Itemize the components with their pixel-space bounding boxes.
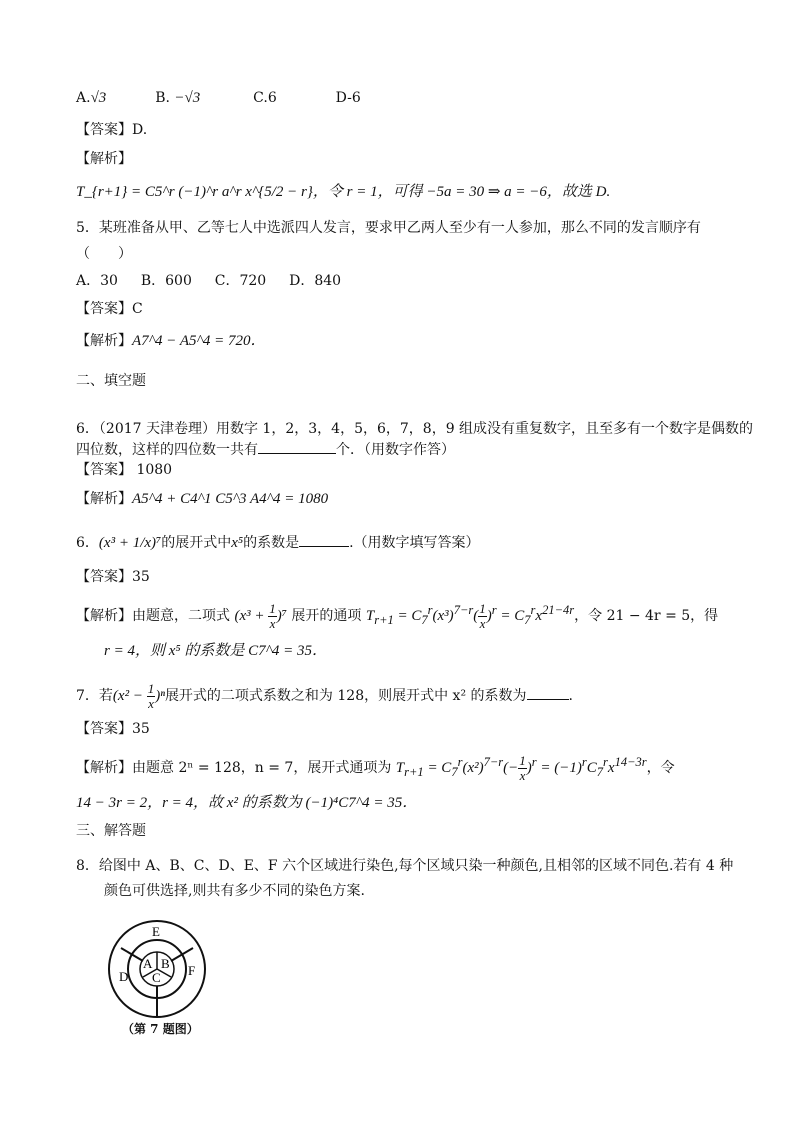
q6a-stem-line2 — [76, 439, 455, 460]
q7-number: 7．若 — [76, 687, 113, 704]
analysis-label: 【解析】 — [76, 608, 132, 624]
analysis-label: 【解析】 — [76, 491, 132, 507]
figure-caption: （第 7 题图） — [122, 1022, 199, 1036]
q6b-analysis-line1 — [76, 600, 718, 631]
answer-value: 35 — [132, 721, 150, 737]
region-label-b: B — [161, 956, 170, 971]
q5-options — [76, 271, 341, 291]
q7-answer — [76, 719, 150, 739]
general-term-formula: $T_{r+1} = C_7^r(x^3)^{7-r}$( $\frac{1}{x}$ )$^r = C_7^rx^{21-4r}$ — [365, 601, 575, 632]
answer-value: 35 — [132, 569, 150, 585]
analysis-text: 展开的通项 — [291, 608, 362, 624]
answer-blank — [299, 532, 349, 547]
region-label-a: A — [143, 956, 153, 971]
q5-analysis — [76, 331, 265, 351]
region-label-d: D — [119, 969, 129, 984]
q7-stem-end: . — [568, 687, 573, 704]
q4-analysis-formula: T_{r+1} = C5^r (−1)^r a^r x^{5/2 − r}，令 r = 1，可得 −5a = 30 ⇒ a = −6，故选 D. — [76, 184, 611, 200]
q5-option-d: D．840 — [289, 273, 342, 289]
q5-paren: （ ） — [76, 246, 132, 262]
q7-analysis-line1 — [76, 752, 675, 783]
q6b-expression: (x³ + 1/x)⁷ — [98, 535, 162, 551]
q6b-analysis-line2: r = 4，则 x⁵ 的系数是 C7^4 = 35． — [104, 643, 328, 659]
q7-stem — [76, 682, 573, 711]
q6b-answer — [76, 567, 150, 587]
q5-option-a: A．30 — [76, 273, 118, 289]
answer-label: 【答案】 — [76, 462, 132, 478]
analysis-formula: A5^4 + C4^1 C5^3 A4^4 = 1080 — [132, 491, 329, 507]
q4-option-b-value: −√3 — [174, 90, 201, 106]
q6a-answer — [76, 460, 172, 480]
q4-answer — [76, 120, 147, 140]
q7-stem-text: 展开式的二项式系数之和为 128，则展开式中 x² 的系数为 — [164, 687, 527, 704]
q6a-stem-line1: 6．（2017 天津卷理）用数字 1，2，3，4，5，6，7，8，9 组成没有重复数字，且至多有一个数字是偶数的 — [76, 421, 754, 437]
q4-option-d: D-6 — [335, 90, 361, 106]
answer-label: 【答案】 — [76, 569, 132, 585]
answer-value: 1080 — [132, 462, 173, 478]
general-term-formula: $T_{r+1} = C_7^r(x^2)^{7-r}(-$ $\frac{1}{x}$ )$^r = (-1)^rC_7^rx^{14-3r}$ — [395, 753, 647, 784]
q4-analysis-label: 【解析】 — [76, 151, 132, 167]
q5-option-c: C．720 — [214, 273, 267, 289]
q6b-stem — [76, 532, 480, 553]
q6a-analysis — [76, 489, 328, 509]
q6a-stem-text: 四位数，这样的四位数一共有 — [76, 442, 258, 458]
q6b-stem-text: 的展开式中 — [161, 535, 232, 551]
q6b-number: 6． — [76, 535, 99, 551]
q4-option-b-label: B. — [155, 90, 175, 106]
q4-option-a-label: A. — [76, 90, 91, 106]
analysis-label: 【解析】 — [76, 333, 132, 349]
region-label-f: F — [188, 963, 196, 978]
q7-analysis-line2: 14 − 3r = 2，r = 4，故 x² 的系数为 (−1)⁴C7^4 = 35． — [76, 795, 418, 811]
answer-label: 【答案】 — [76, 721, 132, 737]
q4-option-a-value: √3 — [90, 90, 107, 106]
binomial-expression: (x³ + $\frac{1}{x}$ )⁷ — [234, 601, 287, 632]
divider-right — [171, 948, 193, 961]
analysis-formula: A7^4 − A5^4 = 720． — [132, 333, 266, 349]
q5-answer — [76, 299, 143, 319]
divider-left — [121, 948, 143, 961]
region-label-c: C — [152, 970, 161, 985]
q8-stem-line2: 颜色可供选择,则共有多少不同的染色方案. — [104, 883, 365, 899]
q5-option-b: B．600 — [140, 273, 192, 289]
q8-stem-line1: 8．给图中 A、B、C、D、E、F 六个区域进行染色,每个区域只染一种颜色,且相邻的区域不同色.若有 4 种 — [76, 858, 734, 874]
answer-label: 【答案】 — [76, 122, 132, 138]
analysis-text: 由题意 2ⁿ = 128，n = 7，展开式通项为 — [132, 760, 392, 776]
region-label-e: E — [152, 924, 160, 939]
q4-option-c: C.6 — [253, 90, 277, 106]
analysis-text: ，令 — [646, 760, 675, 776]
q7-expression: (x² − $\frac{1}{x}$ )ⁿ — [112, 681, 165, 711]
q6a-stem-tail: 个．（用数字作答） — [336, 442, 455, 458]
q6b-power: x⁵ — [231, 535, 244, 551]
answer-value: D. — [132, 122, 148, 138]
answer-label: 【答案】 — [76, 301, 132, 317]
coloring-diagram — [106, 918, 208, 1020]
q6b-stem-tail: .（用数字填写答案） — [349, 535, 480, 551]
analysis-label: 【解析】 — [76, 760, 132, 776]
section-fill-in-title: 二、填空题 — [76, 373, 146, 389]
answer-blank — [527, 685, 569, 700]
analysis-text: 由题意，二项式 — [132, 608, 230, 624]
q6b-stem-text2: 的系数是 — [243, 535, 300, 551]
answer-blank — [258, 439, 336, 454]
q4-options — [76, 88, 361, 108]
q5-stem: 5．某班准备从甲、乙等七人中选派四人发言，要求甲乙两人至少有一人参加，那么不同的发言顺序有 — [76, 220, 701, 236]
analysis-text: ，令 21 − 4r = 5，得 — [574, 608, 719, 624]
answer-value: C — [132, 301, 143, 317]
section-answer-title: 三、解答题 — [76, 823, 146, 839]
